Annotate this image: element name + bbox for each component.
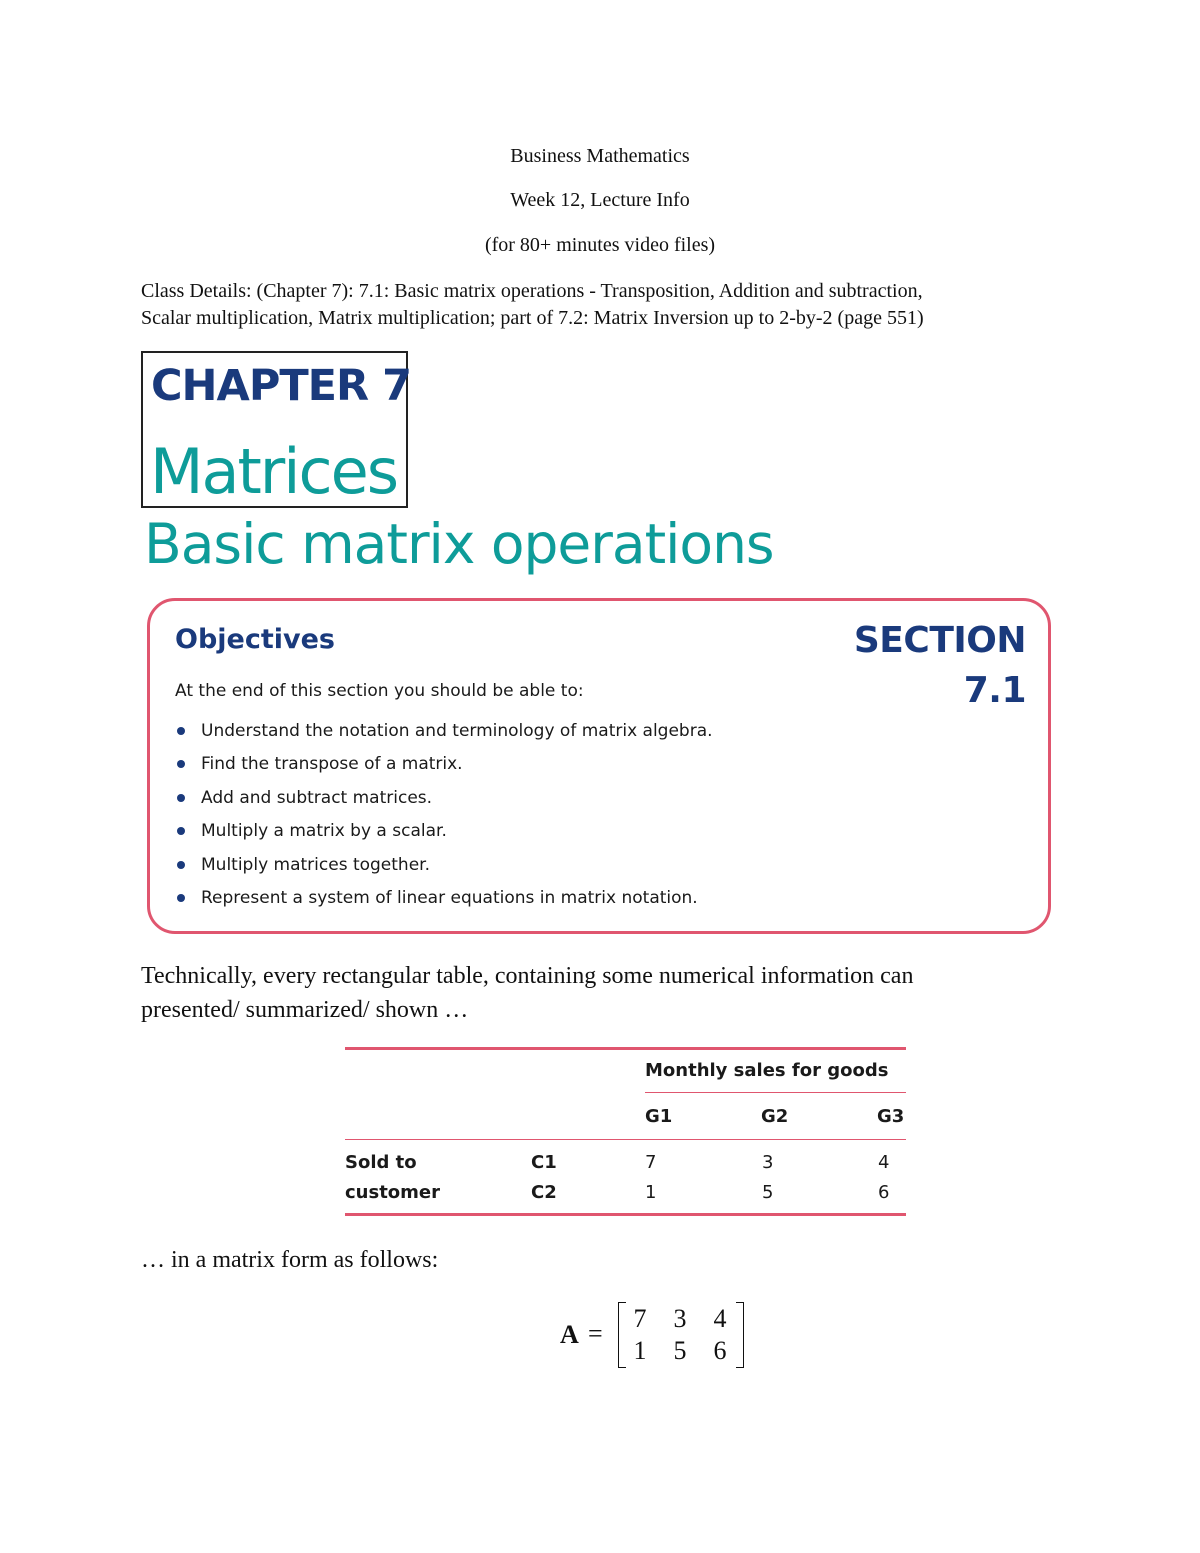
sales-table	[345, 1047, 906, 1216]
objectives-intro: At the end of this section you should be able to:	[175, 681, 584, 701]
row-group-label-1: Sold to	[345, 1152, 417, 1173]
objective-item	[175, 719, 713, 752]
matrix-name: A	[560, 1320, 579, 1349]
bullet-icon	[177, 760, 185, 768]
intro-paragraph	[141, 959, 1071, 1027]
bullet-icon	[177, 794, 185, 802]
objective-text: Multiply matrices together.	[201, 854, 431, 875]
table-cell: 6	[878, 1182, 890, 1203]
objective-item	[175, 819, 713, 852]
matrix-equation	[558, 1300, 758, 1372]
row-group-label-2: customer	[345, 1182, 441, 1203]
section-label: SECTION 7.1	[853, 620, 1026, 711]
bullet-icon	[177, 827, 185, 835]
left-bracket	[618, 1302, 626, 1368]
week-info: Week 12, Lecture Info	[510, 189, 690, 211]
column-header-g3: G3	[877, 1106, 905, 1127]
table-cell: 1	[645, 1182, 657, 1203]
matrix-cell: 7	[633, 1304, 647, 1333]
bullet-icon	[177, 861, 185, 869]
class-details	[141, 278, 1071, 332]
row-label-c1: C1	[531, 1152, 557, 1173]
objective-item	[175, 786, 713, 819]
intro-paragraph-line-2: presented/ summarized/ shown …	[141, 997, 469, 1023]
table-top-rule	[345, 1047, 906, 1050]
class-details-line-2: Scalar multiplication, Matrix multiplication; part of 7.2: Matrix Inversion up to 2-by-2 (page 551)	[141, 307, 924, 329]
group-header: Monthly sales for goods	[645, 1060, 889, 1081]
column-header-g2: G2	[761, 1106, 789, 1127]
objective-item	[175, 886, 713, 919]
objective-text: Represent a system of linear equations in matrix notation.	[201, 887, 698, 908]
right-bracket	[736, 1302, 744, 1368]
bullet-icon	[177, 894, 185, 902]
table-cell: 7	[645, 1152, 657, 1173]
matrix-intro-text: … in a matrix form as follows:	[141, 1247, 439, 1273]
table-cell: 5	[762, 1182, 774, 1203]
class-details-line-1: Class Details: (Chapter 7): 7.1: Basic matrix operations - Transposition, Addition and subtraction,	[141, 280, 923, 302]
section-title: Basic matrix operations	[144, 512, 774, 576]
intro-paragraph-line-1: Technically, every rectangular table, containing some numerical information can	[141, 963, 914, 989]
objective-text: Add and subtract matrices.	[201, 787, 433, 808]
chapter-label: CHAPTER 7	[151, 361, 412, 411]
row-label-c2: C2	[531, 1182, 557, 1203]
header-rule	[345, 1139, 906, 1140]
matrix-cell: 1	[633, 1336, 647, 1365]
column-header-g1: G1	[645, 1106, 673, 1127]
matrix-cell: 3	[673, 1304, 687, 1333]
objectives-heading: Objectives	[175, 624, 335, 655]
objectives-list	[175, 719, 713, 919]
objective-item	[175, 752, 713, 785]
chapter-title: Matrices	[150, 435, 398, 508]
matrix-cell: 6	[713, 1336, 727, 1365]
matrix-cell: 4	[713, 1304, 727, 1333]
course-title: Business Mathematics	[510, 145, 690, 167]
table-bottom-rule	[345, 1213, 906, 1216]
objective-text: Multiply a matrix by a scalar.	[201, 821, 447, 842]
equals-sign: =	[588, 1319, 603, 1348]
matrix-cell: 5	[673, 1336, 687, 1365]
table-cell: 4	[878, 1152, 890, 1173]
table-cell: 3	[762, 1152, 774, 1173]
objective-text: Understand the notation and terminology of matrix algebra.	[201, 721, 713, 741]
objective-item	[175, 853, 713, 886]
objective-text: Find the transpose of a matrix.	[201, 754, 463, 775]
group-header-rule	[645, 1092, 906, 1093]
video-note: (for 80+ minutes video files)	[484, 234, 716, 256]
bullet-icon	[177, 727, 185, 735]
